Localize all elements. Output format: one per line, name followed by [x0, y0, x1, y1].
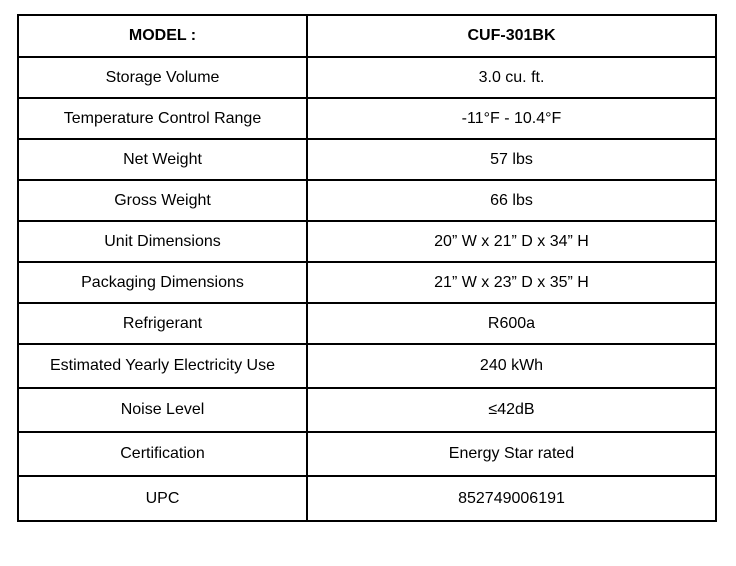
table-row	[18, 139, 716, 180]
spec-value-packaging-dimensions: 21” W x 23” D x 35” H	[307, 262, 716, 303]
table-row	[18, 476, 716, 521]
table-header-row	[18, 15, 716, 57]
table-row	[18, 221, 716, 262]
model-label: MODEL :	[18, 15, 307, 57]
spec-value-certification: Energy Star rated	[307, 432, 716, 476]
spec-value-refrigerant: R600a	[307, 303, 716, 344]
table-row	[18, 180, 716, 221]
spec-value-unit-dimensions: 20” W x 21” D x 34” H	[307, 221, 716, 262]
table-row	[18, 432, 716, 476]
spec-value-net-weight: 57 lbs	[307, 139, 716, 180]
spec-label-electricity-use: Estimated Yearly Electricity Use	[18, 344, 307, 388]
table-row	[18, 344, 716, 388]
model-value: CUF-301BK	[307, 15, 716, 57]
spec-label-temperature-range: Temperature Control Range	[18, 98, 307, 139]
spec-label-refrigerant: Refrigerant	[18, 303, 307, 344]
table-row	[18, 57, 716, 98]
spec-value-electricity-use: 240 kWh	[307, 344, 716, 388]
spec-value-temperature-range: -11°F - 10.4°F	[307, 98, 716, 139]
spec-label-packaging-dimensions: Packaging Dimensions	[18, 262, 307, 303]
spec-value-upc: 852749006191	[307, 476, 716, 521]
table-row	[18, 303, 716, 344]
table-row	[18, 98, 716, 139]
spec-label-noise-level: Noise Level	[18, 388, 307, 432]
spec-label-net-weight: Net Weight	[18, 139, 307, 180]
table-row	[18, 388, 716, 432]
table-row	[18, 262, 716, 303]
spec-label-storage-volume: Storage Volume	[18, 57, 307, 98]
spec-value-storage-volume: 3.0 cu. ft.	[307, 57, 716, 98]
spec-value-noise-level: ≤42dB	[307, 388, 716, 432]
spec-label-certification: Certification	[18, 432, 307, 476]
spec-label-upc: UPC	[18, 476, 307, 521]
spec-label-unit-dimensions: Unit Dimensions	[18, 221, 307, 262]
spec-value-gross-weight: 66 lbs	[307, 180, 716, 221]
spec-label-gross-weight: Gross Weight	[18, 180, 307, 221]
spec-table	[17, 14, 717, 522]
